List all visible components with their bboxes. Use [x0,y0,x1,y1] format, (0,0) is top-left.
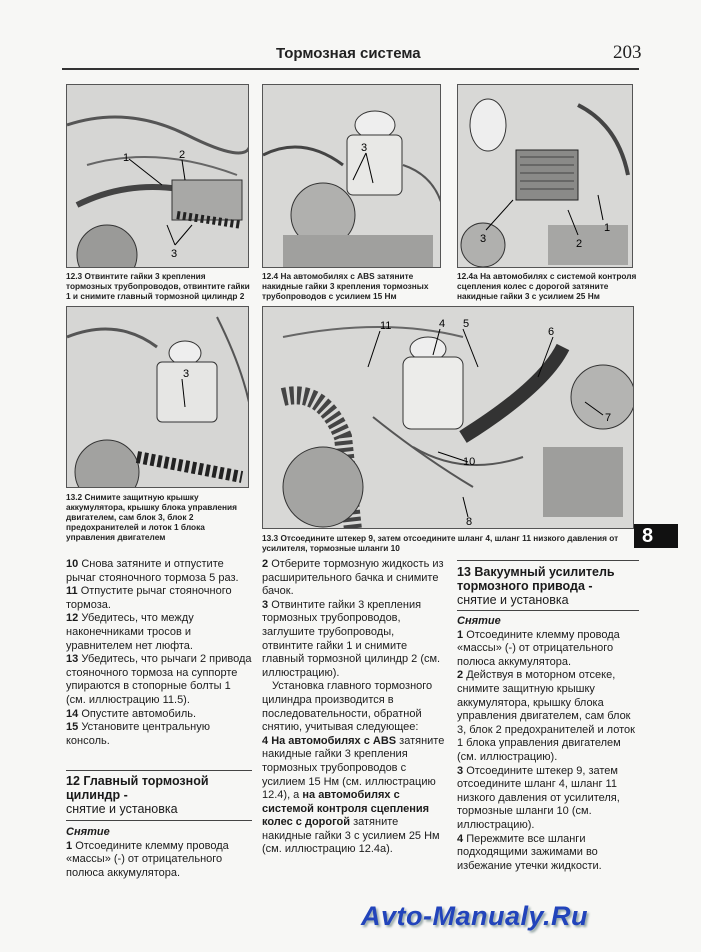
fig-label: 2 [179,149,186,161]
fig-label: 3 [171,248,178,260]
middle-column [262,558,445,857]
install-paragraph: Установка главного тормозного цилиндра производится в последовательности, обратной снятию, учитывая следующее: [262,680,433,734]
engine-photo-12-4 [263,85,441,268]
step-paragraph: 4 Пережмите все шланги подходящими зажимами во избежание утечки жидкости. [457,832,602,872]
section-12-removal [66,824,252,880]
caption-13-2: 13.2 Снимите защитную крышку аккумулятора, крышку блока управления двигателем, сам блок 3, блок 2 предохранителей и лоток 1 блока управления двигателем [66,492,237,542]
fig-label: 7 [605,412,612,424]
removal-heading: Снятие [457,615,501,627]
figure-12-4 [262,84,441,268]
figure-12-3 [66,84,249,268]
step-paragraph: 15 Установите центральную консоль. [66,721,210,747]
engine-photo-13-3 [263,307,634,529]
fig-label: 4 [439,318,446,330]
caption-12-4: 12.4 На автомобилях с ABS затяните накидные гайки 3 крепления тормозных трубопроводов с усилием 15 Нм [262,271,429,301]
section-rule [457,610,639,611]
fig-label: 6 [548,326,555,338]
page-title: Тормозная система [276,45,421,62]
fig-label: 10 [463,456,476,468]
section-rule [66,770,252,771]
right-column [457,613,639,873]
caption-13-3: 13.3 Отсоедините штекер 9, затем отсоедините шланг 4, шланг 11 низкого давления от усилителя, тормозные шланги 10 [262,533,619,553]
fig-label: 11 [380,320,392,332]
caption-12-3: 12.3 Отвинтите гайки 3 крепления тормозных трубопроводов, отвинтите гайки 1 и снимите главный тормозной цилиндр 2 [66,271,250,301]
left-column [66,558,252,748]
step-paragraph: 1 Отсоедините клемму провода «массы» (-) от отрицательного полюса аккумулятора. [66,839,229,879]
fig-label: 2 [576,238,583,250]
step-paragraph: 10 Снова затяните и отпустите рычаг стояночного тормоза 5 раз. [66,558,239,584]
header-rule [62,68,639,70]
fig-label: 5 [463,318,470,330]
step-paragraph: 14 Опустите автомобиль. [66,707,197,720]
section-rule [457,560,639,561]
step-paragraph: 2 Действуя в моторном отсеке, снимите защитную крышку аккумулятора, крышку блока управления двигателем, сам блок 3, блок 2 предохранителей и лоток 1 блока управления двигателем (см. иллюстрацию). [457,669,635,763]
step-paragraph: 11 Отпустите рычаг стояночного тормоза. [66,585,232,611]
fig-label: 8 [466,516,473,528]
fig-label: 1 [123,152,130,164]
engine-photo-13-2 [67,307,249,488]
step-paragraph: 12 Убедитесь, что между наконечниками тросов и уравнителем нет люфта. [66,612,194,652]
caption-12-4a: 12.4а На автомобилях с системой контроля сцепления колес с дорогой затяните накидные гайки 3 с усилием 25 Нм [457,271,637,301]
engine-photo-12-4a [458,85,633,268]
fig-label: 1 [604,222,611,234]
step-paragraph: 3 Отсоедините штекер 9, затем отсоедините шланг 4, шланг 11 низкого давления от усилителя, тормозные шланги 10 (см. иллюстрацию). [457,764,620,831]
step-paragraph: 13 Убедитесь, что рычаги 2 привода стояночного тормоза на суппорте упираются в стопорные болты 1 (см. иллюстрацию 11.5). [66,653,252,706]
fig-label: 3 [480,233,487,245]
site-watermark: Avto-Manualy.Ru [361,901,589,931]
figure-13-3 [262,306,634,529]
step-paragraph: 2 Отберите тормозную жидкость из расширительного бачка и снимите бачок. [262,558,444,598]
fig-label: 3 [183,368,190,380]
section-13-heading: 13 Вакуумный усилитель тормозного привода - снятие и установка [457,565,615,607]
engine-photo-12-3 [67,85,249,268]
page-number: 203 [613,42,642,63]
chapter-tab: 8 [634,524,678,548]
step-paragraph: 4 На автомобилях с ABS затяните накидные гайки 3 крепления тормозных трубопроводов с усилием 15 Нм (см. иллюстрацию 12.4), а на автомобилях с системой контроля сцепления колес с дорогой затяните накидные гайки 3 с усилием 25 Нм (см. иллюстрацию 12.4а). [262,734,445,856]
step-paragraph: 3 Отвинтите гайки 3 крепления тормозных трубопроводов, заглушите трубопроводы, отвинтите гайки 1 и снимите главный тормозной цилиндр 2 (см. иллюстрацию). [262,598,441,679]
figure-12-4a [457,84,633,268]
fig-label: 3 [361,142,368,154]
section-rule [66,820,252,821]
step-paragraph: 1 Отсоедините клемму провода «массы» (-) от отрицательного полюса аккумулятора. [457,628,620,668]
removal-heading: Снятие [66,826,110,838]
figure-13-2 [66,306,249,488]
section-12-heading: 12 Главный тормозной цилиндр - снятие и установка [66,774,209,816]
